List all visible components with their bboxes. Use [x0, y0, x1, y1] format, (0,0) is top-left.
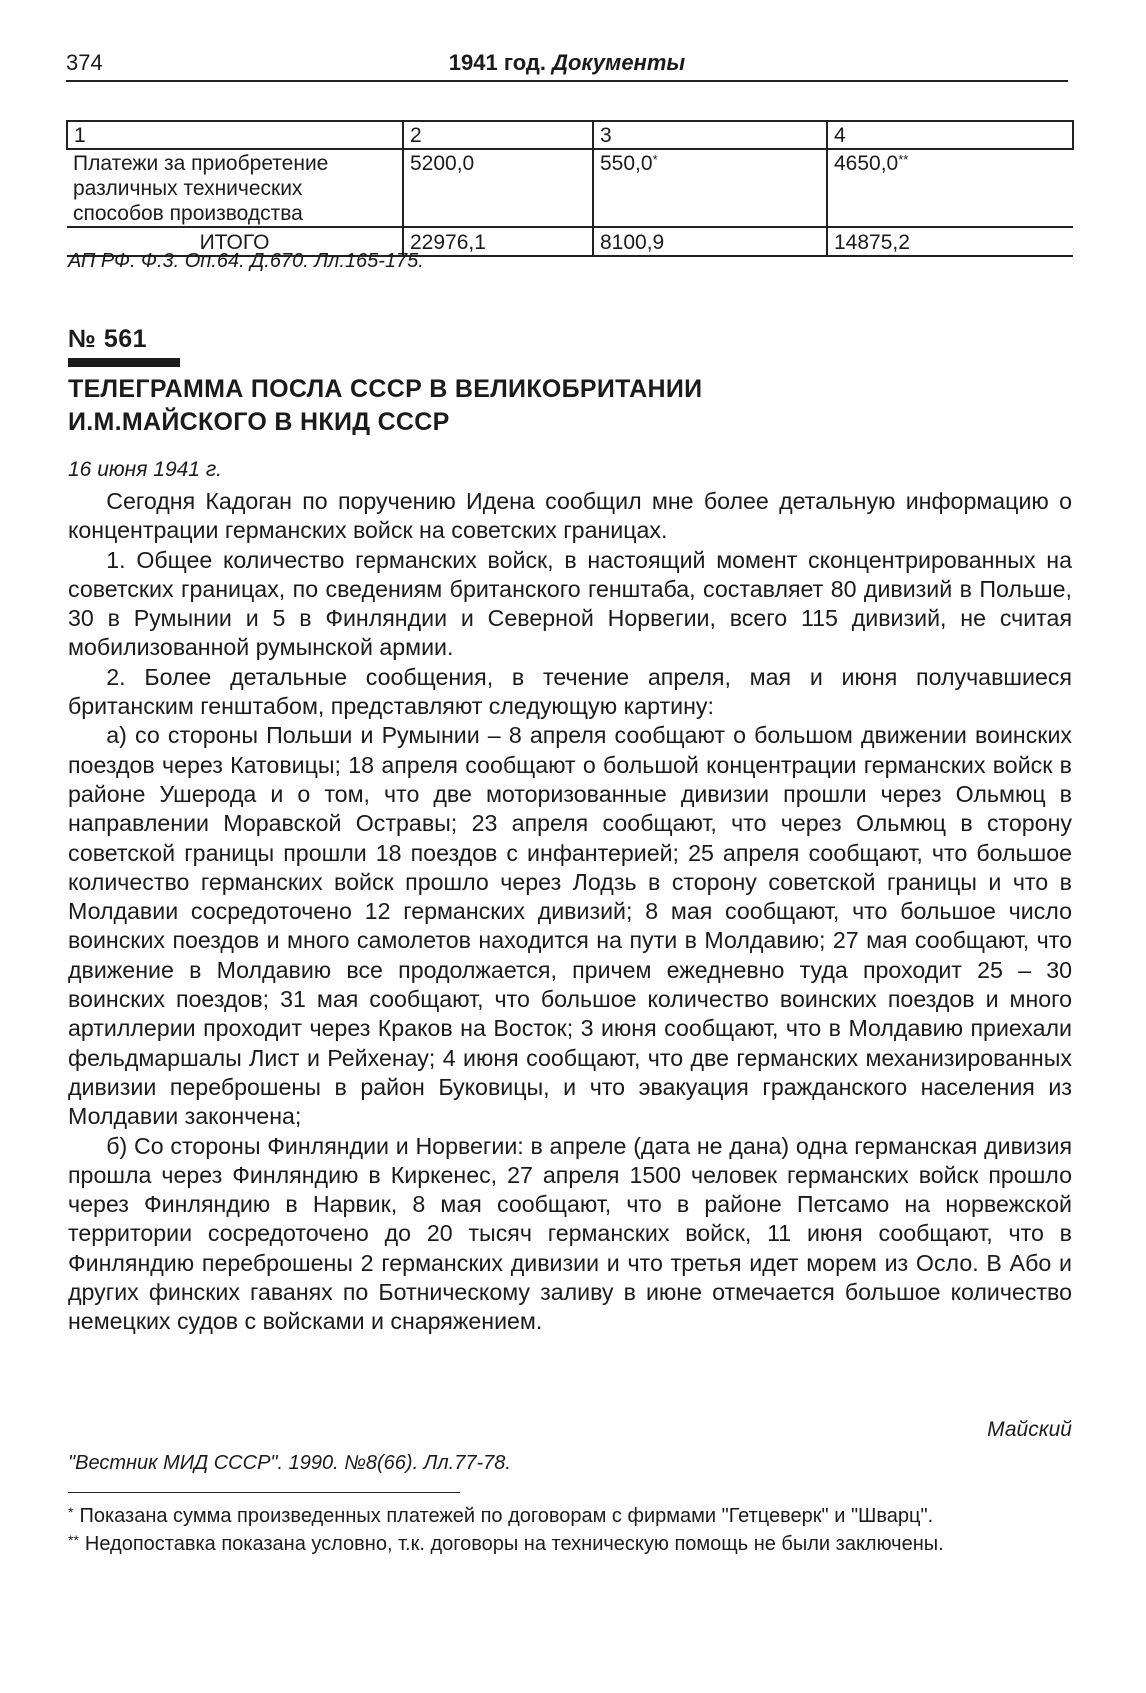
- total-value-4: 14875,2: [827, 227, 1073, 256]
- total-value-2: 22976,1: [403, 227, 593, 256]
- footnote-ref-2: **: [898, 152, 909, 167]
- footnote-divider: [68, 1492, 460, 1493]
- total-value-3: 8100,9: [593, 227, 827, 256]
- running-title-documents: Документы: [552, 50, 686, 75]
- signature: Майский: [987, 1418, 1072, 1441]
- row-label: Платежи за приобретение различных технических способов производства: [73, 152, 329, 225]
- footnote-text: Показана сумма произведенных платежей по договорам с фирмами "Гетцеверк" и "Шварц".: [79, 1505, 934, 1527]
- document-number: № 561: [68, 325, 148, 353]
- document-title-line-1: ТЕЛЕГРАММА ПОСЛА СССР В ВЕЛИКОБРИТАНИИ: [68, 375, 703, 403]
- document-title-line-2: И.М.МАЙСКОГО В НКИД СССР: [68, 408, 450, 436]
- page-number: 374: [66, 50, 103, 75]
- table-header-row: [67, 121, 1073, 149]
- document-body: [68, 487, 1072, 1337]
- document-title: [68, 373, 868, 439]
- paragraph: 1. Общее количество германских войск, в настоящий момент сконцентрированных на советских границах, по сведениям британского генштаба, составляет 80 дивизий в Польше, 30 в Румынии и 5 в Финляндии и Северной Норвегии, всего 115 дивизий, не считая мобилизованной румынской армии.: [68, 546, 1072, 661]
- running-title: [66, 50, 1068, 76]
- footnote-text: Недопоставка показана условно, т.к. договоры на техническую помощь не были заключены.: [84, 1533, 944, 1555]
- column-header-1: 1: [67, 121, 403, 149]
- row-value-2: 5200,0: [403, 149, 593, 227]
- footnote-mark: **: [68, 1532, 79, 1548]
- document-date: 16 июня 1941 г.: [68, 458, 223, 481]
- paragraph: 2. Более детальные сообщения, в течение апреля, мая и июня получавшиеся британским генштабом, представляют следующую картину:: [68, 663, 1072, 720]
- footnote-ref-1: *: [652, 152, 658, 167]
- paragraph: а) со стороны Польши и Румынии – 8 апреля сообщают о большом движении воинских поездов через Катовицы; 18 апреля сообщают о большой концентрации германских войск в районе Ушерода и о том, что две моторизованные дивизии прошли через Ольмюц в направлении Моравской Остравы; 23 апреля сообщают, что через Ольмюц в сторону советской границы прошли 18 поездов с инфантерией; 25 апреля сообщают, что большое количество германских войск прошло через Лодзь в сторону советской границы и что в Молдавии сосредоточено 12 германских дивизий; 8 мая сообщают, что большое число воинских поездов и много самолетов находится на пути в Молдавию; 27 мая сообщают, что движение в Молдавию все продолжается, причем ежедневно туда проходит 25 – 30 воинских поездов; 31 мая сообщают, что большое количество воинских поездов и много артиллерии проходит через Краков на Восток; 3 июня сообщают, что в Молдавию приехали фельдмаршалы Лист и Рейхенау; 4 июня сообщают, что две германских механизированных дивизии переброшены в район Буковицы, и что эвакуация гражданского населения из Молдавии закончена;: [68, 722, 1072, 1130]
- page-header: [66, 50, 1068, 82]
- document-number-bar: [68, 358, 180, 367]
- column-header-3: 3: [593, 121, 827, 149]
- archive-source: АП РФ. Ф.3. Оп.64. Д.670. Лл.165-175.: [68, 250, 424, 272]
- running-title-year: 1941 год.: [448, 50, 546, 75]
- footnote-2: [68, 1532, 1072, 1557]
- paragraph: б) Со стороны Финляндии и Норвегии: в апреле (дата не дана) одна германская дивизия прошла через Финляндию в Киркенес, 27 апреля 1500 человек германских войск прошло через Финляндию в Нарвик, 8 мая сообщают, что в районе Петсамо на норвежской территории сосредоточено до 20 тысяч германских войск, 11 июня сообщают, что в Финляндию переброшены 2 германских дивизии и что третья идет морем из Осло. В Або и других финских гаванях по Ботническому заливу в июне отмечается большое количество немецких судов с войсками и снаряжением.: [68, 1132, 1072, 1335]
- footnote-1: [68, 1504, 1072, 1529]
- footnote-mark: *: [68, 1504, 74, 1520]
- payments-table: [66, 120, 1074, 257]
- table-row: [67, 149, 1073, 227]
- total-label: ИТОГО: [67, 227, 403, 256]
- footnotes: [68, 1504, 1072, 1560]
- row-value-4: 4650,0**: [827, 149, 1073, 227]
- paragraph: Сегодня Кадоган по поручению Идена сообщил мне более детальную информацию о концентрации германских войск на советских границах.: [68, 488, 1072, 544]
- row-value-3: 550,0*: [593, 149, 827, 227]
- column-header-2: 2: [403, 121, 593, 149]
- column-header-4: 4: [827, 121, 1073, 149]
- publication-source: "Вестник МИД СССР". 1990. №8(66). Лл.77-78.: [68, 1452, 511, 1474]
